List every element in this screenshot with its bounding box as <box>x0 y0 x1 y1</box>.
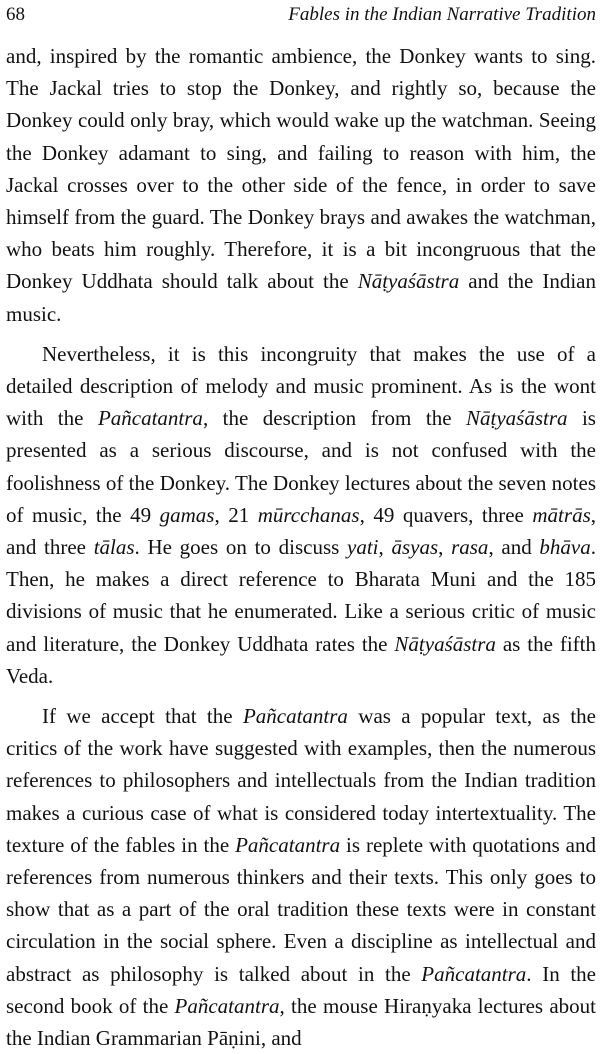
paragraph <box>6 40 596 330</box>
italic-term: Pañcatantra <box>242 704 348 729</box>
italic-term: rasa <box>451 535 489 560</box>
italic-term: Nāṭyaśāstra <box>394 631 496 656</box>
italic-term: Nāṭyaśāstra <box>465 406 568 431</box>
body-text <box>6 40 596 1054</box>
paragraph <box>6 700 596 1054</box>
italic-term: Pañcatantra <box>421 961 527 986</box>
text-run: , the description from the <box>202 406 466 431</box>
text-run: as the fifth Veda. <box>6 631 596 688</box>
text-run: If we accept that the <box>42 704 243 729</box>
text-run: . In the second book of the <box>6 961 596 1018</box>
running-header <box>6 2 596 32</box>
italic-term: Pañcatantra <box>235 832 341 857</box>
text-run: . He goes on to discuss <box>134 535 347 560</box>
italic-term: mātrās <box>532 502 591 527</box>
text-run: , and three <box>6 502 596 560</box>
page-number: 68 <box>6 4 25 25</box>
text-run: , <box>378 535 392 560</box>
italic-term: āsyas <box>391 535 439 560</box>
text-run: and the Indian music. <box>6 269 596 326</box>
italic-term: Pañcatantra <box>97 406 203 431</box>
text-run: , and <box>488 535 540 560</box>
text-run: . Then, he makes a direct reference to Bharata Muni and the 185 divisions of music that he enumerated. Like a serious critic of music and literature, the Donkey Uddhata rates the <box>6 535 596 656</box>
italic-term: Nāṭyaśāstra <box>357 269 460 294</box>
paragraph <box>6 338 596 692</box>
running-title: Fables in the Indian Narrative Tradition <box>288 4 596 25</box>
text-run: , <box>438 535 452 560</box>
text-run: and, inspired by the romantic ambience, the Donkey wants to sing. The Jackal tries to stop the Donkey, and rightly so, because the Donkey could only bray, which would wake up the watchman. Seeing the Donkey adamant to sing, and failing to reason with him, the Jackal crosses over to the other side of the fence, in order to save himself from the guard. The Donkey brays and awakes the watchman, who beats him roughly. Therefore, it is a bit incongruous that the Donkey Uddhata should talk about the <box>6 44 596 294</box>
italic-term: Pañcatantra <box>174 993 280 1018</box>
italic-term: tālas <box>93 535 135 560</box>
text-run: , the mouse Hiraṇyaka lectures about the Indian Grammarian Pāṇini, and <box>6 993 596 1051</box>
text-run: , 21 <box>214 502 258 527</box>
text-run: Nevertheless, it is this incongruity that makes the use of a detailed description of melody and music prominent. As is the wont with the <box>6 341 596 431</box>
italic-term: gamas <box>159 502 215 527</box>
italic-term: yati <box>347 535 379 560</box>
italic-term: bhāva <box>539 535 591 560</box>
text-run: , 49 quavers, three <box>359 502 533 527</box>
text-run: is replete with quotations and references from numerous thinkers and their texts. This only goes to show that as a part of the oral tradition these texts were in constant circulation in the social sphere. Even a discipline as intellectual and abstract as philosophy is talked about in the <box>6 832 596 986</box>
italic-term: mūrcchanas <box>257 502 360 527</box>
text-run: is presented as a serious discourse, and is not confused with the foolishness of the Donkey. The Donkey lectures about the seven notes of music, the 49 <box>6 406 596 527</box>
text-run: was a popular text, as the critics of the work have suggested with examples, then the numerous references to philosophers and intellectuals from the Indian tradition makes a curious case of what is considered today intertextuality. The texture of the fables in the <box>6 704 596 857</box>
